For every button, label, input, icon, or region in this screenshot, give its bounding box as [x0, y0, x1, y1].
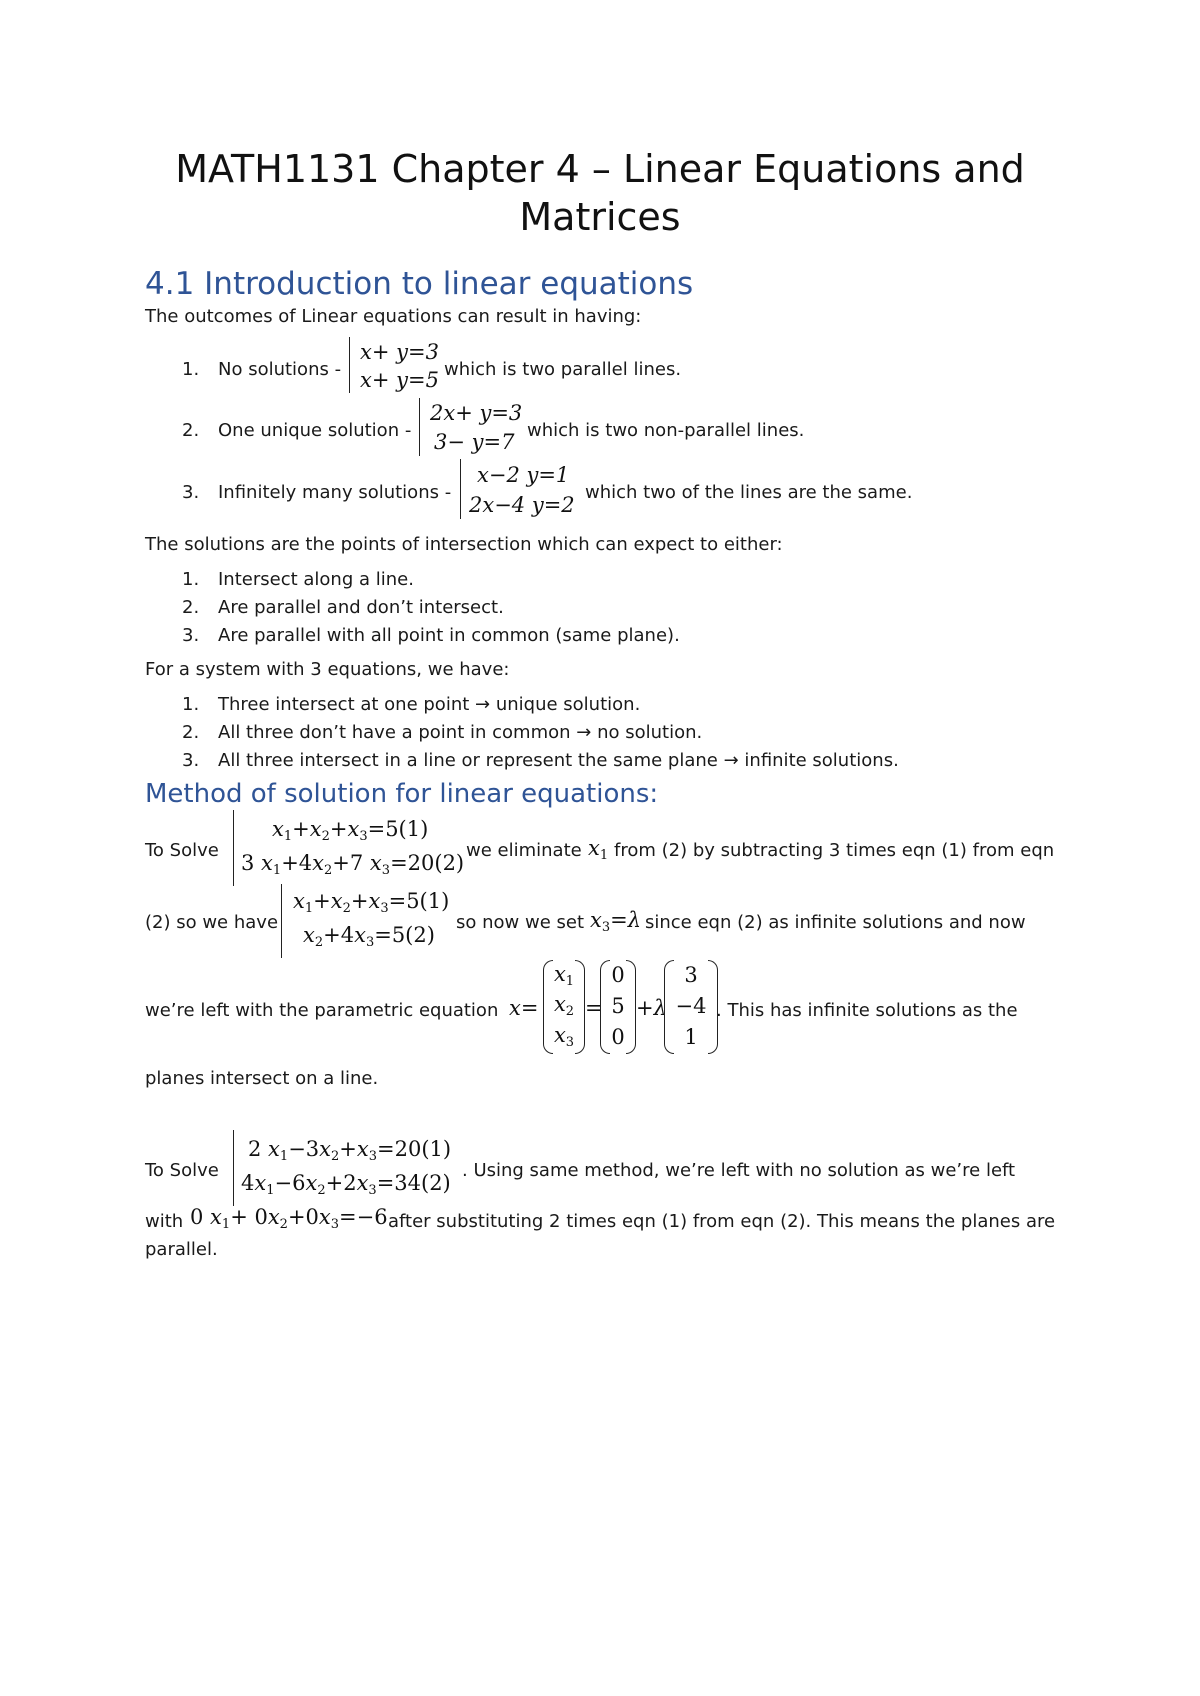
- equation: 2x−4 y=2: [469, 493, 575, 517]
- document-page: MATH1131 Chapter 4 – Linear Equations and Matrices 4.1 Introduction to linear equations The outcomes of Linear equations can result in having: 1. No solutions - x+ y=3 x+ y=5 which is two parallel lines. 2. One unique solution - 2x+ y=3 3− y=7 which is two non-parallel lines. 3. Infinitely many solutions - x−2 y=1 2x−4 y=2 which two of the lines are the same. The solutions are the points of intersection which can expect to either: 1. Intersect along a line. 2. Are parallel and don’t intersect. 3. Are parallel with all point in common (same plane). For a system with 3 equations, we have: 1. Three intersect at one point → unique solution. 2. All three don’t have a point in common → no solution. 3. All three intersect in a line or represent the same plane → infinite solutions. Method of solution for linear equations: To Solve $x_1+x_2+x_3=5(1)$ 3 $x_1+4x_2+7$ $x_3=20(2)$ we eliminate $x_1$ from (2) by subtracting 3 times eqn (1) from eqn (2) so we have $x_1+x_2+x_3=5(1)$ $x_2+4x_3=5(2)$ so now we set $x_3=\lambda$ since eqn (2) as infinite solutions and now we’re left with the parametric equation x= $x_1$ $x_2$ $x_3$ = 0 5 0 +λ 3 −4 1 . This has infinite solutions as the planes intersect on a line. To Solve 2 $x_1-3x_2+x_3=20(1)$ $4x_1-6x_2+2x_3=34(2)$ . Using same method, we’re left with no solution as we’re left with 0 $x_1+ 0x_2+0x_3=-6$ after substituting 2 times eqn (1) from eqn (2). This means the planes are parallel.: [0, 0, 1200, 1696]
- outcome-label: Infinitely many solutions -: [218, 482, 452, 503]
- equation: x+ y=3: [360, 340, 439, 364]
- system-brace: [281, 884, 291, 958]
- document-title-line2: Matrices: [519, 195, 681, 239]
- outcome-label: No solutions -: [218, 359, 342, 380]
- equation: $x_1+x_2+x_3=5(1)$: [293, 889, 450, 916]
- solutions-intro: The solutions are the points of intersection which can expect to either:: [145, 534, 783, 555]
- system-brace: [419, 398, 429, 456]
- list-item: All three intersect in a line or represent the same plane → infinite solutions.: [218, 750, 899, 771]
- list-item: Are parallel with all point in common (same plane).: [218, 625, 680, 646]
- equation: 0 $x_1+ 0x_2+0x_3=-6$: [190, 1205, 388, 1232]
- outcome-description: which is two non-parallel lines.: [527, 420, 805, 441]
- arrow-icon: →: [475, 694, 491, 715]
- equation: 3 $x_1+4x_2+7$ $x_3=20(2)$: [241, 851, 465, 878]
- arrow-icon: →: [576, 722, 592, 743]
- outcome-description: which is two parallel lines.: [444, 359, 682, 380]
- equation: x−2 y=1: [477, 463, 570, 487]
- equation: x+ y=5: [360, 368, 439, 392]
- list-item: Intersect along a line.: [218, 569, 414, 590]
- equation: $x_2+4x_3=5(2)$: [303, 923, 435, 950]
- three-equations-intro: For a system with 3 equations, we have:: [145, 659, 510, 680]
- list-item: Three intersect at one point → unique solution.: [218, 694, 641, 715]
- equation: 2x+ y=3: [430, 401, 523, 425]
- equation: $x_1+x_2+x_3=5(1)$: [272, 817, 429, 844]
- to-solve-label: To Solve: [145, 1160, 219, 1181]
- method-heading: Method of solution for linear equations:: [145, 779, 659, 809]
- outcome-description: which two of the lines are the same.: [585, 482, 913, 503]
- list-item: Are parallel and don’t intersect.: [218, 597, 504, 618]
- to-solve-label: To Solve: [145, 840, 219, 861]
- equation: 2 $x_1-3x_2+x_3=20(1)$: [248, 1137, 452, 1164]
- outcome-label: One unique solution -: [218, 420, 412, 441]
- arrow-icon: →: [723, 750, 739, 771]
- document-title-line1: MATH1131 Chapter 4 – Linear Equations and: [175, 147, 1025, 191]
- outcomes-intro: The outcomes of Linear equations can result in having:: [145, 306, 642, 327]
- system-brace: [349, 337, 359, 393]
- section-heading: 4.1 Introduction to linear equations: [145, 266, 694, 302]
- list-item: All three don’t have a point in common → no solution.: [218, 722, 703, 743]
- equation: $4x_1-6x_2+2x_3=34(2)$: [241, 1171, 451, 1198]
- equation: 3− y=7: [434, 430, 515, 454]
